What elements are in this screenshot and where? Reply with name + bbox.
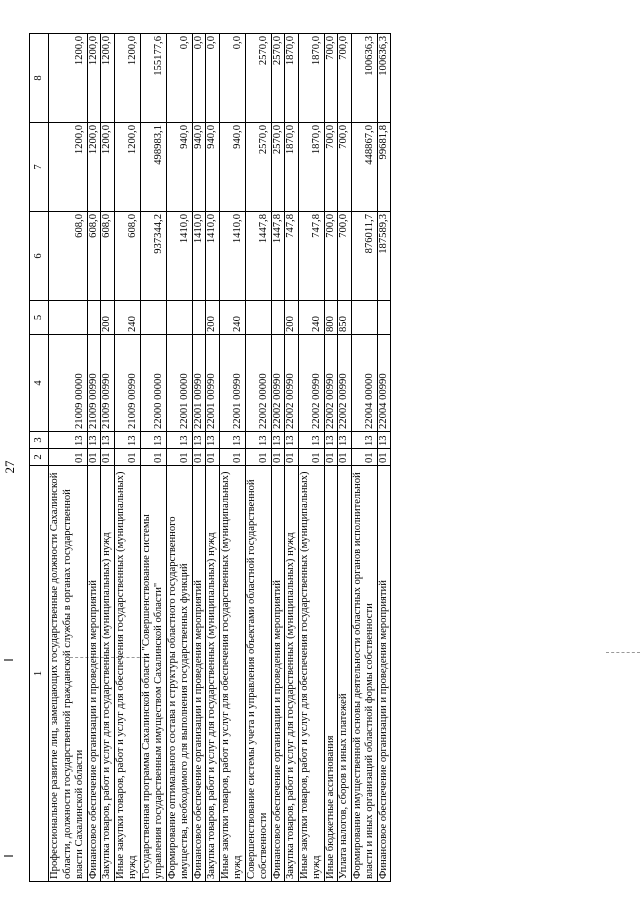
row-name: Иные закупки товаров, работ и услуг для обеспечения государственных (муниципальных) нужд bbox=[219, 466, 245, 882]
cell-amount-col8: 1200,0 bbox=[49, 34, 88, 123]
cell-amount-col6: 608,0 bbox=[114, 212, 140, 301]
cell-amount-col8: 0,0 bbox=[192, 34, 206, 123]
table-row bbox=[206, 34, 220, 882]
cell-amount-col6: 1410,0 bbox=[206, 212, 220, 301]
cell-expense-type bbox=[49, 301, 88, 335]
cell-subsection: 13 bbox=[101, 432, 115, 449]
row-name: Государственная программа Сахалинской области "Совершенствование системы управления государственным имуществом Сахалинской области" bbox=[140, 466, 166, 882]
cell-amount-col7: 1200,0 bbox=[101, 123, 115, 212]
cell-target-code: 22002 00990 bbox=[298, 335, 324, 432]
cell-section: 01 bbox=[351, 449, 377, 466]
table-row bbox=[271, 34, 285, 882]
cell-section: 01 bbox=[377, 449, 391, 466]
cell-expense-type bbox=[140, 301, 166, 335]
cell-amount-col8: 2570,0 bbox=[245, 34, 271, 123]
cell-section: 01 bbox=[245, 449, 271, 466]
col-header: 8 bbox=[30, 34, 49, 123]
col-header: 1 bbox=[30, 466, 49, 882]
row-name: Закупка товаров, работ и услуг для государственных (муниципальных) нужд bbox=[285, 466, 299, 882]
cell-expense-type: 240 bbox=[219, 301, 245, 335]
row-name: Совершенствование системы учета и управления объектами областной государственной собственности bbox=[245, 466, 271, 882]
col-header: 7 bbox=[30, 123, 49, 212]
cell-expense-type: 240 bbox=[298, 301, 324, 335]
cell-amount-col8: 1870,0 bbox=[285, 34, 299, 123]
cell-expense-type bbox=[245, 301, 271, 335]
row-name: Иные бюджетные ассигнования bbox=[324, 466, 338, 882]
page-number: 27 bbox=[2, 460, 17, 474]
cell-expense-type bbox=[271, 301, 285, 335]
cell-amount-col7: 1200,0 bbox=[49, 123, 88, 212]
cell-expense-type: 850 bbox=[338, 301, 352, 335]
table-row bbox=[192, 34, 206, 882]
cell-target-code: 22001 00990 bbox=[192, 335, 206, 432]
cell-target-code: 21009 00990 bbox=[87, 335, 101, 432]
cell-target-code: 22002 00990 bbox=[285, 335, 299, 432]
row-name: Формирование оптимального состава и структуры областного государственного имущества, необходимого для выполнения государственных функций bbox=[166, 466, 192, 882]
row-name: Финансовое обеспечение организации и проведения мероприятий bbox=[271, 466, 285, 882]
cell-amount-col8: 0,0 bbox=[219, 34, 245, 123]
cell-section: 01 bbox=[140, 449, 166, 466]
table-row bbox=[49, 34, 88, 882]
cell-expense-type: 800 bbox=[324, 301, 338, 335]
cell-target-code: 22001 00000 bbox=[166, 335, 192, 432]
cell-subsection: 13 bbox=[377, 432, 391, 449]
cell-amount-col7: 448867,0 bbox=[351, 123, 377, 212]
cell-subsection: 13 bbox=[114, 432, 140, 449]
cell-amount-col6: 876011,7 bbox=[351, 212, 377, 301]
cell-expense-type bbox=[87, 301, 101, 335]
cell-target-code: 22001 00990 bbox=[206, 335, 220, 432]
cell-amount-col7: 940,0 bbox=[192, 123, 206, 212]
cell-section: 01 bbox=[101, 449, 115, 466]
table-row bbox=[377, 34, 391, 882]
cell-amount-col8: 1870,0 bbox=[298, 34, 324, 123]
cell-amount-col6: 1447,8 bbox=[271, 212, 285, 301]
cell-target-code: 22000 00000 bbox=[140, 335, 166, 432]
col-header: 2 bbox=[30, 449, 49, 466]
row-name: Формирование имущественной основы деятельности областных органов исполнительной власти и иных организаций областной формы собственности bbox=[351, 466, 377, 882]
col-header: 6 bbox=[30, 212, 49, 301]
cell-expense-type: 240 bbox=[114, 301, 140, 335]
cell-amount-col7: 99681,8 bbox=[377, 123, 391, 212]
cell-section: 01 bbox=[285, 449, 299, 466]
cell-amount-col6: 700,0 bbox=[324, 212, 338, 301]
table-row bbox=[114, 34, 140, 882]
cell-amount-col6: 187589,3 bbox=[377, 212, 391, 301]
cell-section: 01 bbox=[298, 449, 324, 466]
cell-section: 01 bbox=[206, 449, 220, 466]
row-name: Уплата налогов, сборов и иных платежей bbox=[338, 466, 352, 882]
cell-amount-col8: 1200,0 bbox=[101, 34, 115, 123]
cell-amount-col7: 2570,0 bbox=[271, 123, 285, 212]
cell-amount-col6: 608,0 bbox=[87, 212, 101, 301]
cell-section: 01 bbox=[324, 449, 338, 466]
table-row bbox=[245, 34, 271, 882]
cell-amount-col8: 155177,6 bbox=[140, 34, 166, 123]
cell-amount-col8: 100636,3 bbox=[377, 34, 391, 123]
table-row bbox=[219, 34, 245, 882]
cell-amount-col6: 1410,0 bbox=[166, 212, 192, 301]
row-name: Финансовое обеспечение организации и проведения мероприятий bbox=[87, 466, 101, 882]
cell-amount-col8: 0,0 bbox=[206, 34, 220, 123]
cell-expense-type: 200 bbox=[285, 301, 299, 335]
row-name: Профессиональное развитие лиц, замещающих государственные должности Сахалинской области, должности государственной гражданской службы в органах государственной власти Сахалинской области bbox=[49, 466, 88, 882]
cell-amount-col6: 1410,0 bbox=[219, 212, 245, 301]
cell-amount-col7: 1870,0 bbox=[285, 123, 299, 212]
cell-amount-col8: 1200,0 bbox=[87, 34, 101, 123]
cell-subsection: 13 bbox=[298, 432, 324, 449]
cell-subsection: 13 bbox=[338, 432, 352, 449]
cell-section: 01 bbox=[166, 449, 192, 466]
table-row bbox=[140, 34, 166, 882]
row-name: Иные закупки товаров, работ и услуг для обеспечения государственных (муниципальных) нужд bbox=[298, 466, 324, 882]
budget-table bbox=[29, 33, 391, 882]
col-header: 3 bbox=[30, 432, 49, 449]
cell-amount-col8: 100636,3 bbox=[351, 34, 377, 123]
row-name: Финансовое обеспечение организации и проведения мероприятий bbox=[377, 466, 391, 882]
cell-subsection: 13 bbox=[351, 432, 377, 449]
cell-amount-col8: 1200,0 bbox=[114, 34, 140, 123]
table-header-row bbox=[30, 34, 49, 882]
cell-section: 01 bbox=[338, 449, 352, 466]
cell-subsection: 13 bbox=[206, 432, 220, 449]
cell-target-code: 22004 00000 bbox=[351, 335, 377, 432]
cell-subsection: 13 bbox=[324, 432, 338, 449]
table-row bbox=[298, 34, 324, 882]
row-name: Иные закупки товаров, работ и услуг для обеспечения государственных (муниципальных) нужд bbox=[114, 466, 140, 882]
cell-target-code: 21009 00000 bbox=[49, 335, 88, 432]
cell-subsection: 13 bbox=[166, 432, 192, 449]
cell-amount-col7: 940,0 bbox=[206, 123, 220, 212]
col-header: 5 bbox=[30, 301, 49, 335]
cell-expense-type: 200 bbox=[101, 301, 115, 335]
cell-target-code: 22002 00990 bbox=[324, 335, 338, 432]
cell-amount-col6: 1447,8 bbox=[245, 212, 271, 301]
cell-amount-col8: 700,0 bbox=[338, 34, 352, 123]
cell-amount-col7: 1200,0 bbox=[114, 123, 140, 212]
cell-amount-col6: 608,0 bbox=[49, 212, 88, 301]
cell-subsection: 13 bbox=[285, 432, 299, 449]
cell-amount-col6: 700,0 bbox=[338, 212, 352, 301]
cell-amount-col6: 747,8 bbox=[285, 212, 299, 301]
cell-expense-type bbox=[351, 301, 377, 335]
cell-section: 01 bbox=[192, 449, 206, 466]
cell-section: 01 bbox=[87, 449, 101, 466]
cell-expense-type bbox=[166, 301, 192, 335]
cell-target-code: 21009 00990 bbox=[114, 335, 140, 432]
col-header: 4 bbox=[30, 335, 49, 432]
cell-subsection: 13 bbox=[219, 432, 245, 449]
cell-subsection: 13 bbox=[140, 432, 166, 449]
cell-subsection: 13 bbox=[49, 432, 88, 449]
cell-target-code: 21009 00990 bbox=[101, 335, 115, 432]
cell-amount-col6: 937344,2 bbox=[140, 212, 166, 301]
cell-target-code: 22002 00000 bbox=[245, 335, 271, 432]
cell-amount-col6: 1410,0 bbox=[192, 212, 206, 301]
cell-section: 01 bbox=[114, 449, 140, 466]
table-row bbox=[87, 34, 101, 882]
cell-subsection: 13 bbox=[271, 432, 285, 449]
cell-amount-col8: 0,0 bbox=[166, 34, 192, 123]
cell-amount-col8: 700,0 bbox=[324, 34, 338, 123]
cell-section: 01 bbox=[219, 449, 245, 466]
row-name: Финансовое обеспечение организации и проведения мероприятий bbox=[192, 466, 206, 882]
cell-amount-col7: 1200,0 bbox=[87, 123, 101, 212]
cell-amount-col8: 2570,0 bbox=[271, 34, 285, 123]
cell-amount-col7: 498983,1 bbox=[140, 123, 166, 212]
cell-subsection: 13 bbox=[245, 432, 271, 449]
cell-expense-type: 200 bbox=[206, 301, 220, 335]
cell-target-code: 22002 00990 bbox=[271, 335, 285, 432]
cell-amount-col7: 940,0 bbox=[166, 123, 192, 212]
cell-target-code: 22002 00990 bbox=[338, 335, 352, 432]
cell-subsection: 13 bbox=[192, 432, 206, 449]
table-row bbox=[351, 34, 377, 882]
row-name: Закупка товаров, работ и услуг для государственных (муниципальных) нужд bbox=[206, 466, 220, 882]
cell-amount-col6: 608,0 bbox=[101, 212, 115, 301]
cell-section: 01 bbox=[271, 449, 285, 466]
table-row bbox=[324, 34, 338, 882]
table-row bbox=[166, 34, 192, 882]
cell-section: 01 bbox=[49, 449, 88, 466]
cell-target-code: 22004 00990 bbox=[377, 335, 391, 432]
table-row bbox=[101, 34, 115, 882]
cell-amount-col7: 2570,0 bbox=[245, 123, 271, 212]
cell-expense-type bbox=[377, 301, 391, 335]
cell-amount-col7: 1870,0 bbox=[298, 123, 324, 212]
table-row bbox=[285, 34, 299, 882]
cell-expense-type bbox=[192, 301, 206, 335]
cell-amount-col7: 700,0 bbox=[338, 123, 352, 212]
cell-subsection: 13 bbox=[87, 432, 101, 449]
table-row bbox=[338, 34, 352, 882]
cell-amount-col6: 747,8 bbox=[298, 212, 324, 301]
cell-target-code: 22001 00990 bbox=[219, 335, 245, 432]
cell-amount-col7: 940,0 bbox=[219, 123, 245, 212]
cell-amount-col7: 700,0 bbox=[324, 123, 338, 212]
row-name: Закупка товаров, работ и услуг для государственных (муниципальных) нужд bbox=[101, 466, 115, 882]
